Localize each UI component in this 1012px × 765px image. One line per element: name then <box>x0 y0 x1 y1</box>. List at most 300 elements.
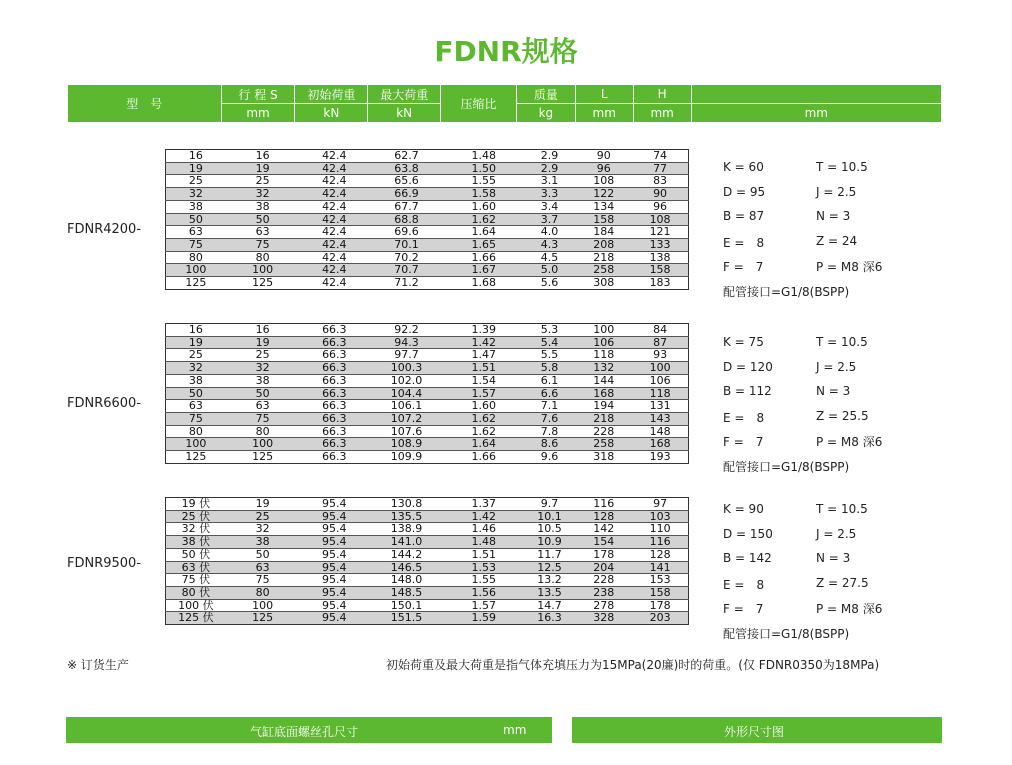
table-cell: 38 伏 <box>166 536 226 549</box>
spec-value: B = 112 <box>723 384 772 398</box>
table-cell: 16 <box>166 150 226 163</box>
header-initial-load-unit: kN <box>295 104 368 123</box>
table-cell: 141 <box>632 561 688 574</box>
spec-row <box>723 160 943 185</box>
table-row <box>166 536 689 549</box>
table-cell: 4.3 <box>524 238 576 251</box>
table-cell: 95.4 <box>299 612 369 625</box>
table-cell: 95.4 <box>299 561 369 574</box>
table-cell: 62.7 <box>369 150 444 163</box>
table-row <box>166 599 689 612</box>
table-cell: 1.57 <box>444 599 524 612</box>
table-cell: 107.6 <box>369 425 444 438</box>
table-cell: 208 <box>575 238 632 251</box>
table-cell: 1.48 <box>444 150 524 163</box>
table-row <box>166 238 689 251</box>
table-cell: 93 <box>632 349 688 362</box>
table-cell: 50 <box>226 548 300 561</box>
table-cell: 122 <box>575 188 632 201</box>
table-cell: 106 <box>632 374 688 387</box>
spec-value: D = 120 <box>723 359 773 374</box>
table-row <box>166 412 689 425</box>
table-cell: 5.8 <box>524 362 576 375</box>
table-cell: 100 <box>575 324 632 337</box>
table-cell: 90 <box>632 188 688 201</box>
spec-value: B = 142 <box>723 551 772 565</box>
table-cell: 1.51 <box>444 362 524 375</box>
table-row <box>166 226 689 239</box>
table-cell: 258 <box>575 438 632 451</box>
table-cell: 158 <box>632 264 688 277</box>
table-cell: 90 <box>575 150 632 163</box>
table-cell: 25 <box>166 175 226 188</box>
table-cell: 168 <box>632 438 688 451</box>
table-cell: 228 <box>575 425 632 438</box>
spec-value: K = 75 <box>723 335 764 349</box>
table-cell: 38 <box>166 374 226 387</box>
table-cell: 80 <box>166 425 226 438</box>
table-cell: 74 <box>632 150 688 163</box>
table-cell: 10.9 <box>524 536 576 549</box>
table-cell: 183 <box>649 276 671 290</box>
table-cell: 75 伏 <box>166 574 226 587</box>
table-cell: 68.8 <box>369 213 444 226</box>
dimension-specs-fdnr4200 <box>723 160 943 307</box>
order-note: ※ 订货生产 <box>67 658 129 672</box>
table-cell: 203 <box>632 612 688 625</box>
table-cell: 95.4 <box>299 523 369 536</box>
header-model: 型 号 <box>68 85 222 123</box>
table-cell: 148 <box>632 425 688 438</box>
table-cell: 32 <box>226 362 300 375</box>
table-cell: 138.9 <box>369 523 444 536</box>
table-cell: 1.58 <box>444 188 524 201</box>
table-cell: 133 <box>632 238 688 251</box>
table-cell: 1.53 <box>444 561 524 574</box>
table-cell: 125 <box>252 276 274 290</box>
table-cell: 80 <box>226 586 300 599</box>
page-title: FDNR规格 <box>434 35 578 68</box>
dimension-specs-fdnr6600 <box>723 335 943 482</box>
table-cell: 1.67 <box>444 264 524 277</box>
table-cell: 218 <box>575 412 632 425</box>
table-cell: 308 <box>593 276 615 290</box>
table-cell: 5.6 <box>540 276 559 290</box>
spec-value: E = 8 <box>723 577 765 592</box>
table-cell: 109.9 <box>390 450 423 464</box>
spec-value: Z = 27.5 <box>816 575 869 590</box>
spec-value: B = 87 <box>723 209 765 223</box>
table-cell: 63 <box>226 226 300 239</box>
table-cell: 102.0 <box>369 374 444 387</box>
spec-row <box>723 335 943 360</box>
table-cell: 103 <box>632 510 688 523</box>
spec-table-fdnr9500 <box>165 497 689 625</box>
table-row <box>166 574 689 587</box>
table-cell: 1.66 <box>471 450 496 464</box>
table-cell: 70.1 <box>369 238 444 251</box>
header-l-unit: mm <box>575 104 633 123</box>
table-cell: 106 <box>575 336 632 349</box>
table-cell: 42.4 <box>299 238 369 251</box>
table-row <box>166 188 689 201</box>
table-cell: 66.3 <box>299 400 369 413</box>
table-cell: 193 <box>649 450 671 464</box>
table-row <box>166 374 689 387</box>
table-cell: 95.4 <box>299 574 369 587</box>
header-mass: 质量 <box>516 85 575 104</box>
table-cell: 154 <box>575 536 632 549</box>
table-cell: 38 <box>226 536 300 549</box>
table-row <box>166 523 689 536</box>
table-row <box>166 277 689 290</box>
header-max-load-unit: kN <box>368 104 441 123</box>
table-cell: 228 <box>575 574 632 587</box>
table-cell: 19 <box>226 336 300 349</box>
table-cell: 100 <box>632 362 688 375</box>
header-blank <box>691 85 941 104</box>
spec-value: T = 10.5 <box>816 335 868 349</box>
table-cell: 125 <box>226 612 300 625</box>
table-cell: 178 <box>575 548 632 561</box>
table-cell: 116 <box>632 536 688 549</box>
table-cell: 1.42 <box>444 336 524 349</box>
table-cell: 6.1 <box>524 374 576 387</box>
spec-value: N = 3 <box>816 551 851 565</box>
spec-row <box>723 433 943 458</box>
table-cell: 70.7 <box>369 264 444 277</box>
spec-value: J = 2.5 <box>816 184 857 199</box>
table-cell: 42.4 <box>299 200 369 213</box>
table-cell: 158 <box>632 586 688 599</box>
table-cell: 66.3 <box>299 425 369 438</box>
table-cell: 1.56 <box>444 586 524 599</box>
table-cell: 150.1 <box>369 599 444 612</box>
spec-header <box>67 84 942 123</box>
table-cell: 19 <box>226 162 300 175</box>
table-cell: 75 <box>166 412 226 425</box>
table-cell: 25 <box>226 510 300 523</box>
table-cell: 71.2 <box>394 276 419 290</box>
table-cell: 97 <box>632 498 688 511</box>
table-cell: 63 伏 <box>166 561 226 574</box>
table-cell: 95.4 <box>299 536 369 549</box>
table-cell: 16 <box>226 324 300 337</box>
table-cell: 77 <box>632 162 688 175</box>
table-cell: 75 <box>226 574 300 587</box>
table-cell: 67.7 <box>369 200 444 213</box>
table-cell: 1.55 <box>444 574 524 587</box>
spec-row <box>723 502 943 527</box>
spec-row <box>723 384 943 409</box>
table-cell: 42.4 <box>299 213 369 226</box>
table-cell: 10.1 <box>524 510 576 523</box>
table-cell: 10.5 <box>524 523 576 536</box>
spec-row <box>723 234 943 259</box>
spec-row <box>723 576 943 601</box>
table-row <box>166 548 689 561</box>
table-cell: 66.3 <box>299 336 369 349</box>
table-cell: 1.54 <box>444 374 524 387</box>
spec-table-fdnr4200 <box>165 149 689 290</box>
table-row <box>166 451 689 464</box>
table-cell: 13.2 <box>524 574 576 587</box>
spec-value: Z = 25.5 <box>816 408 869 423</box>
table-cell: 50 <box>166 213 226 226</box>
spec-value: Z = 24 <box>816 233 858 248</box>
table-row <box>166 324 689 337</box>
table-cell: 100.3 <box>369 362 444 375</box>
table-cell: 14.7 <box>524 599 576 612</box>
spec-value: J = 2.5 <box>816 526 857 541</box>
table-cell: 100 伏 <box>166 599 226 612</box>
table-cell: 42.4 <box>322 276 347 290</box>
spec-value: N = 3 <box>816 209 851 223</box>
table-cell: 194 <box>575 400 632 413</box>
table-cell: 66.3 <box>299 324 369 337</box>
table-row <box>166 561 689 574</box>
table-cell: 32 <box>226 188 300 201</box>
table-row <box>166 175 689 188</box>
table-row <box>166 150 689 163</box>
table-cell: 96 <box>575 162 632 175</box>
table-cell: 278 <box>575 599 632 612</box>
header-h: H <box>633 85 691 104</box>
table-cell: 118 <box>575 349 632 362</box>
spec-value: P = M8 深6 <box>816 435 883 449</box>
table-cell: 100 <box>166 438 226 451</box>
table-row <box>166 162 689 175</box>
model-label: FDNR6600- <box>67 396 142 411</box>
table-cell: 32 伏 <box>166 523 226 536</box>
table-cell: 42.4 <box>299 264 369 277</box>
table-cell: 63 <box>226 561 300 574</box>
table-cell: 42.4 <box>299 162 369 175</box>
table-cell: 75 <box>166 238 226 251</box>
spec-value: N = 3 <box>816 384 851 398</box>
table-cell: 132 <box>575 362 632 375</box>
spec-value: T = 10.5 <box>816 160 868 174</box>
table-row <box>166 400 689 413</box>
model-label: FDNR4200- <box>67 222 142 237</box>
header-l: L <box>575 85 633 104</box>
table-row <box>166 425 689 438</box>
table-cell: 80 <box>226 425 300 438</box>
table-cell: 9.7 <box>524 498 576 511</box>
table-cell: 95.4 <box>299 586 369 599</box>
table-cell: 125 伏 <box>166 612 226 625</box>
table-cell: 50 <box>226 387 300 400</box>
table-cell: 130.8 <box>369 498 444 511</box>
table-cell: 9.6 <box>540 450 559 464</box>
table-cell: 8.6 <box>524 438 576 451</box>
table-cell: 25 <box>166 349 226 362</box>
table-row <box>166 251 689 264</box>
table-cell: 110 <box>632 523 688 536</box>
table-cell: 144.2 <box>369 548 444 561</box>
table-cell: 125 <box>185 276 207 290</box>
table-cell: 178 <box>632 599 688 612</box>
table-cell: 69.6 <box>369 226 444 239</box>
table-cell: 95.4 <box>299 510 369 523</box>
table-cell: 3.7 <box>524 213 576 226</box>
header-extra-unit: mm <box>691 104 941 123</box>
table-row <box>166 498 689 511</box>
spec-value: P = M8 深6 <box>816 260 883 274</box>
table-cell: 1.64 <box>444 438 524 451</box>
table-cell: 6.6 <box>524 387 576 400</box>
load-note: 初始荷重及最大荷重是指气体充填压力为15MPa(20廉)时的荷重。(仅 FDNR0350为18MPa) <box>386 658 880 672</box>
table-cell: 128 <box>575 510 632 523</box>
table-cell: 3.1 <box>524 175 576 188</box>
table-cell: 66.3 <box>299 438 369 451</box>
table-cell: 66.3 <box>299 362 369 375</box>
table-cell: 135.5 <box>369 510 444 523</box>
table-cell: 84 <box>632 324 688 337</box>
table-cell: 1.59 <box>444 612 524 625</box>
table-cell: 25 <box>226 175 300 188</box>
table-cell: 32 <box>226 523 300 536</box>
header-max-load: 最大荷重 <box>368 85 441 104</box>
table-cell: 38 <box>226 374 300 387</box>
table-cell: 1.37 <box>444 498 524 511</box>
table-cell: 75 <box>226 412 300 425</box>
table-cell: 106.1 <box>369 400 444 413</box>
table-cell: 96 <box>632 200 688 213</box>
table-cell: 218 <box>575 251 632 264</box>
table-cell: 11.7 <box>524 548 576 561</box>
table-cell: 42.4 <box>299 175 369 188</box>
table-cell: 100 <box>226 438 300 451</box>
table-cell: 5.4 <box>524 336 576 349</box>
table-row <box>166 213 689 226</box>
table-cell: 66.3 <box>322 450 347 464</box>
table-cell: 144 <box>575 374 632 387</box>
table-cell: 142 <box>575 523 632 536</box>
table-cell: 16 <box>166 324 226 337</box>
table-cell: 1.62 <box>444 425 524 438</box>
spec-row <box>723 527 943 552</box>
spec-value: K = 60 <box>723 160 764 174</box>
table-cell: 1.55 <box>444 175 524 188</box>
header-mass-unit: kg <box>516 104 575 123</box>
table-cell: 80 <box>166 251 226 264</box>
table-cell: 108.9 <box>369 438 444 451</box>
table-row <box>166 586 689 599</box>
table-cell: 63 <box>166 400 226 413</box>
table-cell: 125 <box>185 450 207 464</box>
table-cell: 94.3 <box>369 336 444 349</box>
table-cell: 95.4 <box>299 498 369 511</box>
table-cell: 1.62 <box>444 412 524 425</box>
table-cell: 95.4 <box>299 599 369 612</box>
table-cell: 63 <box>226 400 300 413</box>
table-cell: 13.5 <box>524 586 576 599</box>
table-cell: 328 <box>575 612 632 625</box>
table-cell: 2.9 <box>524 162 576 175</box>
table-cell: 118 <box>632 387 688 400</box>
table-row <box>166 362 689 375</box>
spec-row <box>723 258 943 283</box>
table-cell: 42.4 <box>299 251 369 264</box>
spec-row <box>723 551 943 576</box>
table-cell: 128 <box>632 548 688 561</box>
spec-value: K = 90 <box>723 502 764 516</box>
table-cell: 32 <box>166 188 226 201</box>
spec-value: P = M8 深6 <box>816 602 883 616</box>
spec-row <box>723 185 943 210</box>
table-cell: 12.5 <box>524 561 576 574</box>
table-cell: 148.0 <box>369 574 444 587</box>
table-cell: 25 <box>226 349 300 362</box>
header-h-unit: mm <box>633 104 691 123</box>
table-cell: 7.8 <box>524 425 576 438</box>
pipe-connection: 配管接口=G1/8(BSPP) <box>723 459 850 474</box>
spec-row <box>723 600 943 625</box>
table-cell: 92.2 <box>369 324 444 337</box>
table-cell: 42.4 <box>299 150 369 163</box>
table-cell: 87 <box>632 336 688 349</box>
footer-screw-holes-title: 气缸底面螺丝孔尺寸 <box>250 725 359 739</box>
table-cell: 66.9 <box>369 188 444 201</box>
table-row <box>166 612 689 625</box>
spec-row <box>723 209 943 234</box>
table-cell: 258 <box>575 264 632 277</box>
table-cell: 16.3 <box>524 612 576 625</box>
table-cell: 70.2 <box>369 251 444 264</box>
footer-bar-outline <box>572 717 942 743</box>
table-cell: 4.5 <box>524 251 576 264</box>
table-cell: 3.4 <box>524 200 576 213</box>
table-cell: 1.42 <box>444 510 524 523</box>
table-cell: 19 <box>166 162 226 175</box>
table-cell: 50 <box>226 213 300 226</box>
table-cell: 125 <box>252 450 274 464</box>
table-cell: 16 <box>226 150 300 163</box>
table-cell: 38 <box>226 200 300 213</box>
table-cell: 148.5 <box>369 586 444 599</box>
table-cell: 100 <box>166 264 226 277</box>
table-cell: 65.6 <box>369 175 444 188</box>
table-row <box>166 264 689 277</box>
table-cell: 131 <box>632 400 688 413</box>
table-cell: 50 伏 <box>166 548 226 561</box>
table-row <box>166 200 689 213</box>
table-cell: 1.64 <box>444 226 524 239</box>
table-cell: 107.2 <box>369 412 444 425</box>
table-cell: 184 <box>575 226 632 239</box>
table-cell: 42.4 <box>299 188 369 201</box>
table-cell: 151.5 <box>369 612 444 625</box>
table-cell: 158 <box>575 213 632 226</box>
table-cell: 100 <box>226 599 300 612</box>
table-cell: 42.4 <box>299 226 369 239</box>
table-cell: 4.0 <box>524 226 576 239</box>
table-cell: 83 <box>632 175 688 188</box>
spec-row <box>723 360 943 385</box>
table-cell: 66.3 <box>299 412 369 425</box>
table-cell: 5.0 <box>524 264 576 277</box>
spec-value: D = 95 <box>723 184 766 199</box>
header-stroke: 行 程 S <box>221 85 295 104</box>
table-cell: 75 <box>226 238 300 251</box>
table-cell: 32 <box>166 362 226 375</box>
header-ratio: 压缩比 <box>441 85 517 123</box>
table-cell: 50 <box>166 387 226 400</box>
table-row <box>166 510 689 523</box>
table-cell: 1.50 <box>444 162 524 175</box>
table-cell: 1.66 <box>444 251 524 264</box>
